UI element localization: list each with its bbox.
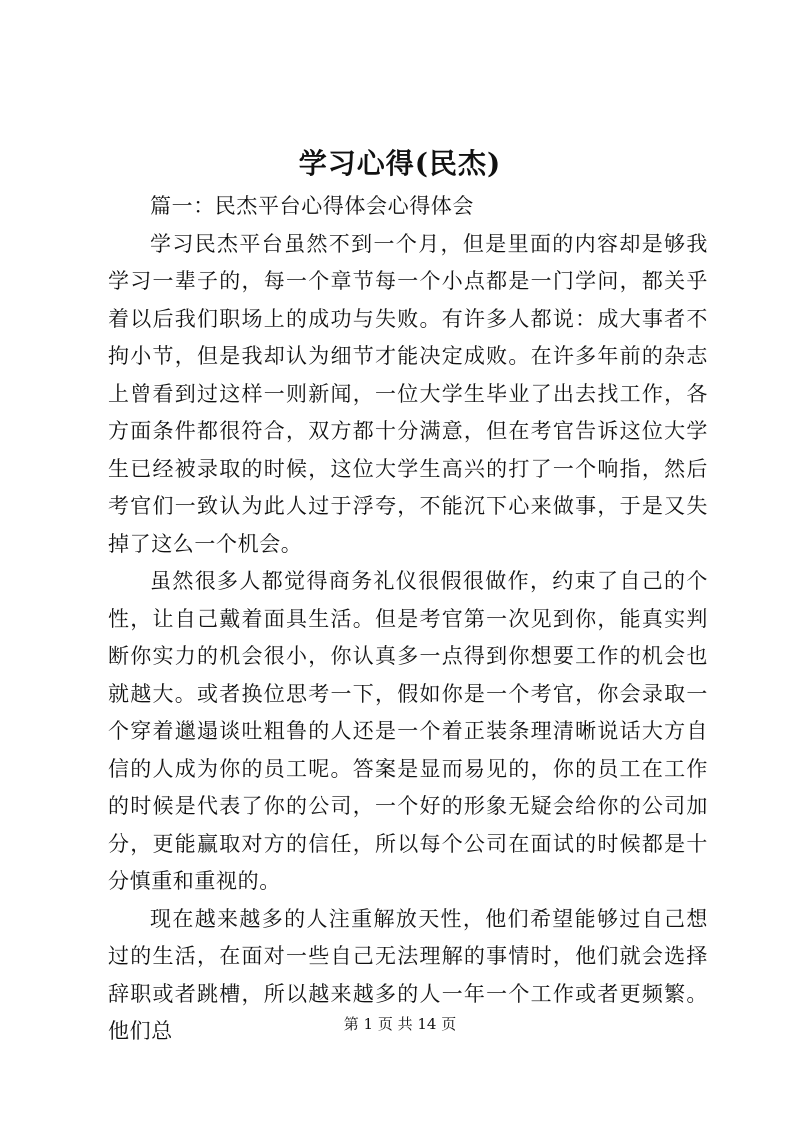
paragraph-1: 学习民杰平台虽然不到一个月，但是里面的内容却是够我学习一辈子的，每一个章节每一个小点都是一门学问，都关乎着以后我们职场上的成功与失败。有许多人都说：成大事者不拘小节，但是我却认为细节才能决定成败。在许多年前的杂志上曾看到过这样一则新闻，一位大学生毕业了出去找工作，各方面条件都很符合，双方都十分满意，但在考官告诉这位大学生已经被录取的时候，这位大学生高兴的打了一个响指，然后考官们一致认为此人过于浮夸，不能沉下心来做事，于是又失掉了这么一个机会。 xyxy=(108,231,708,556)
paragraph-3: 现在越来越多的人注重解放天性，他们希望能够过自己想过的生活，在面对一些自己无法理解的事情时，他们就会选择辞职或者跳槽，所以越来越多的人一年一个工作或者更频繁。他们总 xyxy=(108,906,708,1043)
page-number-footer: 第 1 页 共 14 页 xyxy=(343,1015,457,1033)
document-body xyxy=(108,188,708,1051)
document-title: 学习心得(民杰) xyxy=(298,147,502,180)
section-subheading: 篇一：民杰平台心得体会心得体会 xyxy=(150,194,474,218)
paragraph-2: 虽然很多人都觉得商务礼仪很假很做作，约束了自己的个性，让自己戴着面具生活。但是考官第一次见到你，能真实判断你实力的机会很小，你认真多一点得到你想要工作的机会也就越大。或者换位思考一下，假如你是一个考官，你会录取一个穿着邋遢谈吐粗鲁的人还是一个着正装条理清晰说话大方自信的人成为你的员工呢。答案是显而易见的，你的员工在工作的时候是代表了你的公司，一个好的形象无疑会给你的公司加分，更能赢取对方的信任，所以每个公司在面试的时候都是十分慎重和重视的。 xyxy=(108,569,708,893)
